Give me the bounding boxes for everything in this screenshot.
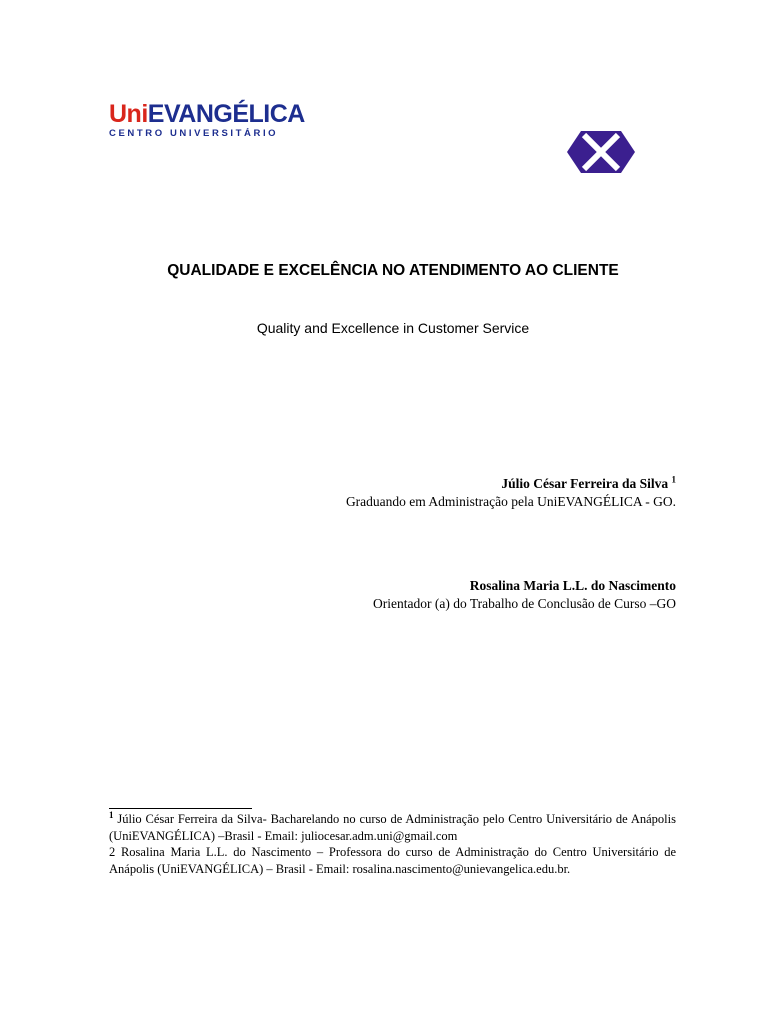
footnote-text: Júlio César Ferreira da Silva- Bacharelando no curso de Administração pelo Centro Universitário de Anápolis (UniEVANGÉLICA) –Brasil - Email: juliocesar.adm.uni@gmail.com	[109, 812, 676, 843]
author-role: Graduando em Administração pela UniEVANGÉLICA - GO.	[345, 494, 676, 509]
footnote-2: 2 Rosalina Maria L.L. do Nascimento – Professora do curso de Administração do Centro Universitário de Anápolis (UniEVANGÉLICA) – Brasil - Email: rosalina.nascimento@unievangelica.edu.br.	[109, 845, 676, 876]
institution-logo	[109, 101, 309, 139]
author-block-1	[346, 475, 676, 511]
footnote-marker: 1	[671, 474, 676, 485]
author-role: Orientador (a) do Trabalho de Conclusão de Curso –GO	[373, 596, 676, 611]
logo-evangelica-text: EVANGÉLICA	[147, 100, 305, 128]
logo-uni-text: Uni	[109, 100, 148, 128]
footnote-1	[109, 811, 676, 844]
footnote-divider	[109, 808, 252, 809]
diamond-cross-emblem-icon	[567, 131, 635, 173]
logo-subtitle: CENTRO UNIVERSITÁRIO	[109, 128, 279, 139]
author-name	[346, 475, 676, 493]
footnote-marker: 1	[109, 809, 114, 820]
logo-wordmark	[109, 101, 309, 127]
document-title: QUALIDADE E EXCELÊNCIA NO ATENDIMENTO AO CLIENTE	[167, 262, 619, 279]
author-block-2	[373, 577, 676, 613]
author-name: Rosalina Maria L.L. do Nascimento	[469, 578, 676, 593]
document-subtitle: Quality and Excellence in Customer Service	[256, 320, 530, 336]
footnotes	[109, 811, 676, 877]
author-name-text: Júlio César Ferreira da Silva	[501, 476, 669, 491]
